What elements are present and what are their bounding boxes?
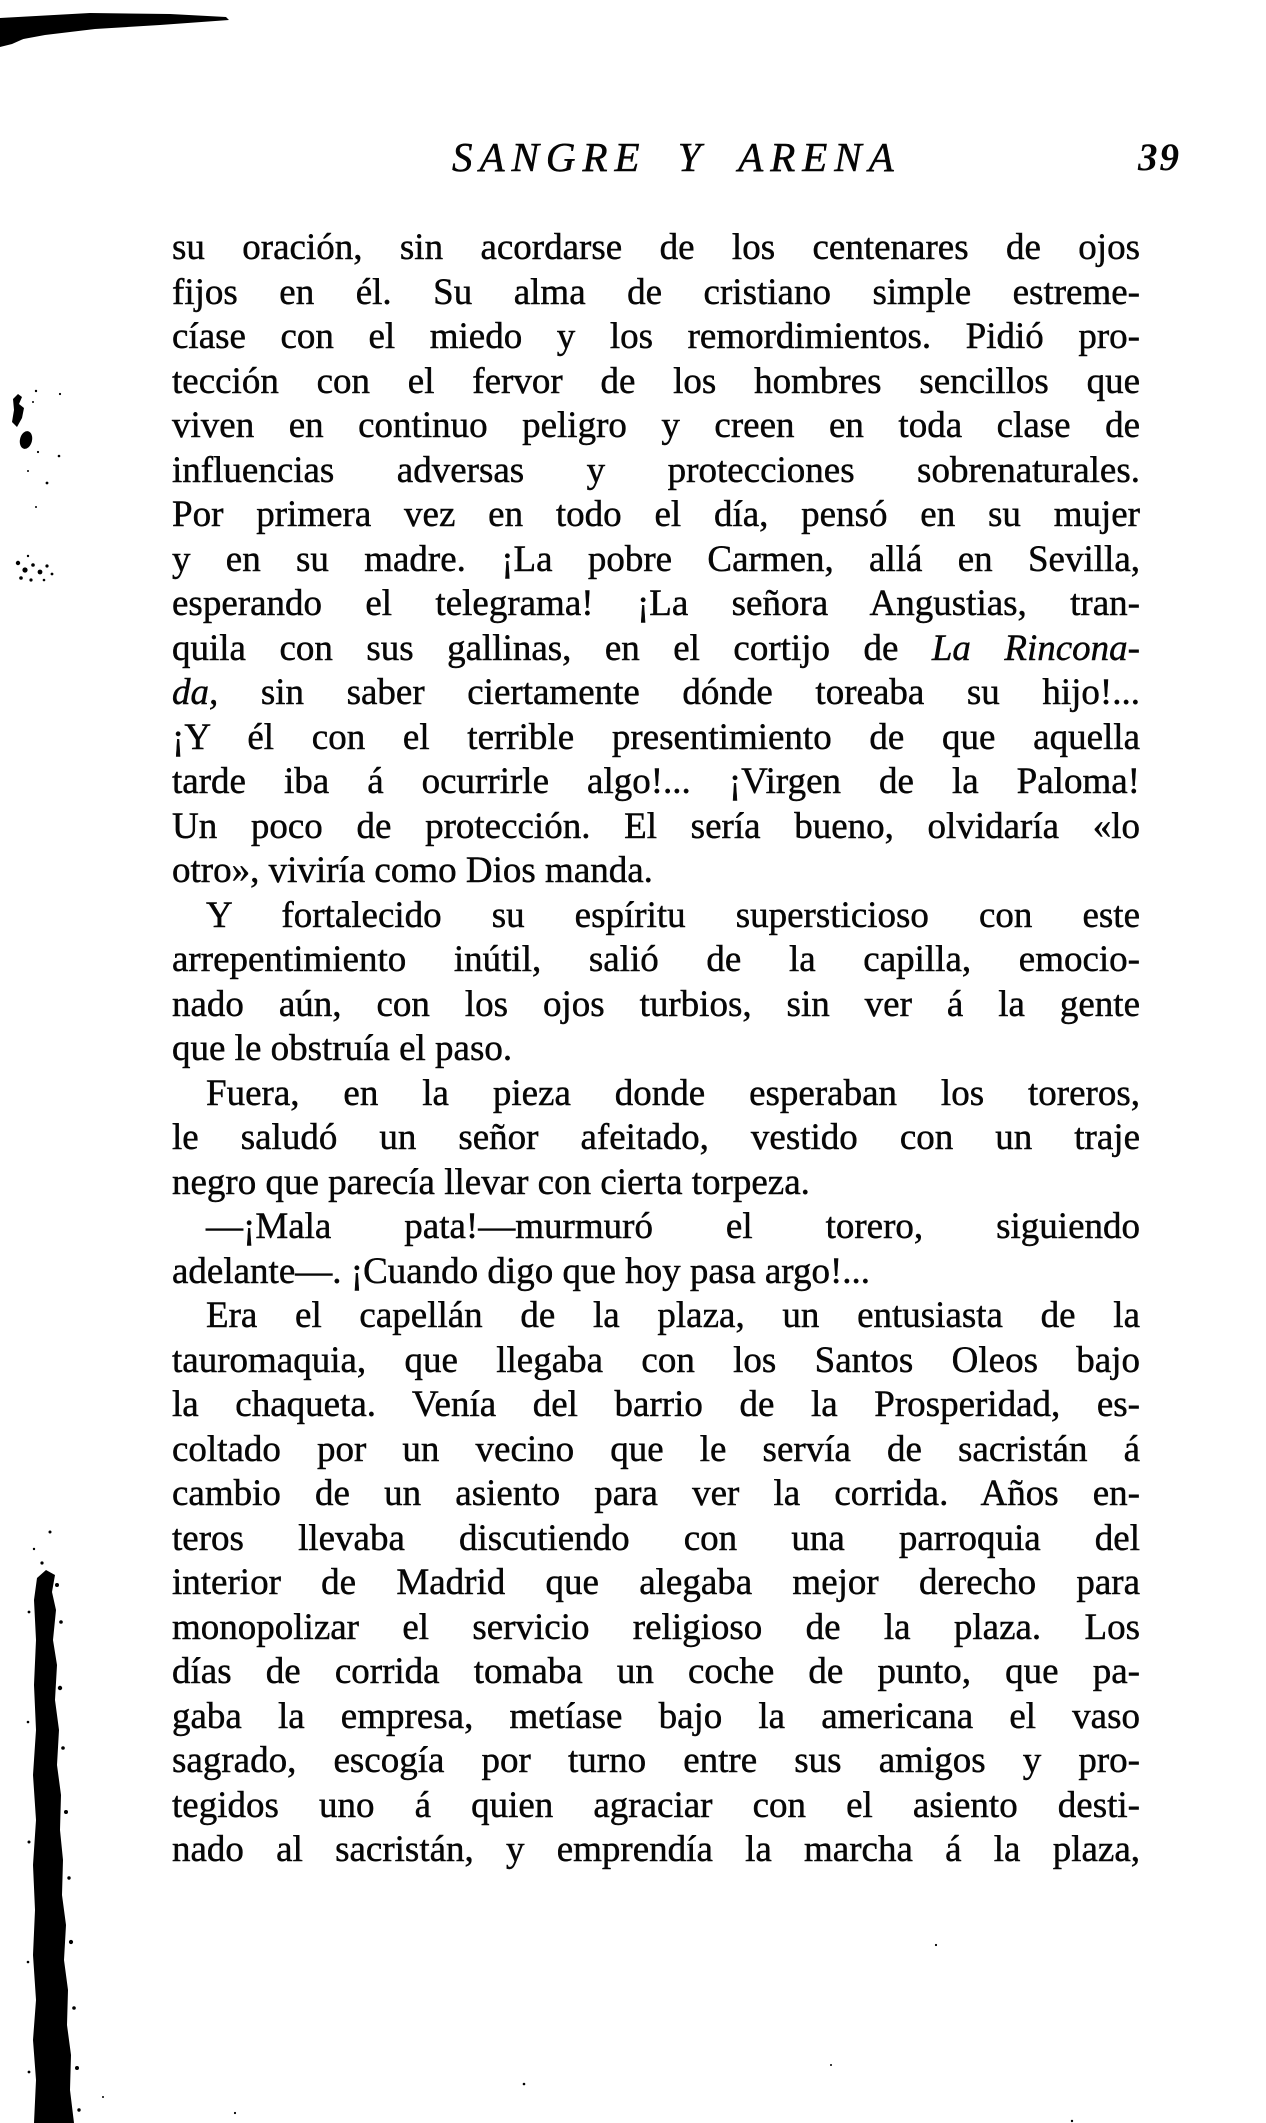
text-line (172, 1339, 1140, 1384)
text-line (172, 1027, 1140, 1072)
text-line (172, 1072, 1140, 1117)
text-line (172, 360, 1140, 405)
text-line (172, 1561, 1140, 1606)
running-header (0, 136, 1266, 182)
text-segment: adelante—. ¡Cuando digo que hoy pasa argo!... (172, 1250, 871, 1292)
text-line (172, 1428, 1140, 1473)
text-segment: le saludó un señor afeitado, vestido con un traje (172, 1117, 1140, 1158)
text-segment: tauromaquia, que llegaba con los Santos Oleos bajo (172, 1339, 1140, 1381)
text-line (172, 582, 1140, 627)
text-line (172, 226, 1140, 271)
text-segment: fijos en él. Su alma de cristiano simple estreme- (172, 271, 1140, 313)
text-segment: gaba la empresa, metíase bajo la americana el vaso (172, 1695, 1140, 1737)
text-segment: teros llevaba discutiendo con una parroquia del (172, 1517, 1140, 1559)
text-line (172, 1784, 1140, 1829)
text-segment: viven en continuo peligro y creen en toda clase de (172, 405, 1140, 446)
text-segment: y en su madre. ¡La pobre Carmen, allá en Sevilla, (172, 538, 1140, 580)
text-segment: quila con sus gallinas, en el cortijo de (172, 627, 932, 669)
text-segment: su oración, sin acordarse de los centenares de ojos (172, 227, 1140, 268)
text-segment: días de corrida tomaba un coche de punto, que pa- (172, 1651, 1140, 1692)
text-line (172, 1161, 1140, 1206)
text-segment: Un poco de protección. El sería bueno, olvidaría «lo (172, 805, 1140, 847)
text-line (172, 271, 1140, 316)
text-line (172, 894, 1140, 939)
text-line (172, 404, 1140, 449)
body-text (172, 226, 1140, 1873)
text-line (172, 449, 1140, 494)
text-segment: Por primera vez en todo el día, pensó en su mujer (172, 494, 1140, 535)
text-segment: cambio de un asiento para ver la corrida. Años en- (172, 1473, 1140, 1514)
text-line (172, 1250, 1140, 1295)
text-segment: otro», viviría como Dios manda. (172, 850, 653, 891)
text-segment: tarde iba á ocurrirle algo!... ¡Virgen de la Paloma! (172, 761, 1140, 802)
text-line (172, 983, 1140, 1028)
text-segment: arrepentimiento inútil, salió de la capilla, emocio- (172, 939, 1140, 980)
text-segment: Y fortalecido su espíritu supersticioso con este (206, 894, 1140, 936)
text-line (172, 1294, 1140, 1339)
text-line (172, 1606, 1140, 1651)
text-segment: cíase con el miedo y los remordimientos. Pidió pro- (172, 316, 1140, 357)
text-segment: coltado por un vecino que le servía de sacristán á (172, 1428, 1140, 1470)
text-segment: sagrado, escogía por turno entre sus amigos y pro- (172, 1740, 1140, 1781)
text-line (172, 1472, 1140, 1517)
italic-text: La Rincona- (931, 627, 1141, 669)
text-segment: tegidos uno á quien agraciar con el asiento desti- (172, 1784, 1140, 1826)
text-line (172, 849, 1140, 894)
text-line (172, 627, 1140, 672)
text-segment: negro que parecía llevar con cierta torpeza. (172, 1161, 810, 1203)
text-segment: nado al sacristán, y emprendía la marcha á la plaza, (172, 1829, 1140, 1870)
text-line (172, 315, 1140, 360)
text-line (172, 1650, 1140, 1695)
text-segment: que le obstruía el paso. (172, 1028, 513, 1069)
text-line (172, 1383, 1140, 1428)
text-segment: ¡Y él con el terrible presentimiento de que aquella (172, 716, 1140, 758)
italic-text: da, (172, 672, 219, 713)
text-segment: tección con el fervor de los hombres sencillos que (172, 360, 1140, 402)
text-segment: monopolizar el servicio religioso de la plaza. Los (172, 1606, 1140, 1648)
text-line (172, 716, 1140, 761)
text-line (172, 1828, 1140, 1873)
text-line (172, 760, 1140, 805)
text-line (172, 1517, 1140, 1562)
text-segment: Era el capellán de la plaza, un entusiasta de la (206, 1295, 1140, 1336)
page-number: 39 (1138, 136, 1181, 179)
text-line (172, 1116, 1140, 1161)
text-line (172, 1695, 1140, 1740)
text-segment: Fuera, en la pieza donde esperaban los toreros, (206, 1072, 1140, 1114)
text-segment: interior de Madrid que alegaba mejor derecho para (172, 1562, 1140, 1603)
text-line (172, 1205, 1140, 1250)
page-title: SANGRE Y ARENA (452, 134, 901, 180)
text-segment: sin saber ciertamente dónde toreaba su hijo!... (218, 672, 1140, 713)
text-segment: la chaqueta. Venía del barrio de la Prosperidad, es- (172, 1384, 1140, 1425)
text-segment: influencias adversas y protecciones sobrenaturales. (172, 449, 1140, 491)
text-line (172, 671, 1140, 716)
text-line (172, 493, 1140, 538)
text-segment: —¡Mala pata!—murmuró el torero, siguiendo (206, 1206, 1140, 1247)
scan-artifact-top-wedge (0, 0, 1266, 60)
text-segment: nado aún, con los ojos turbios, sin ver á la gente (172, 983, 1140, 1025)
text-line (172, 938, 1140, 983)
text-line (172, 538, 1140, 583)
text-line (172, 1739, 1140, 1784)
text-segment: esperando el telegrama! ¡La señora Angustias, tran- (172, 583, 1140, 624)
text-line (172, 805, 1140, 850)
